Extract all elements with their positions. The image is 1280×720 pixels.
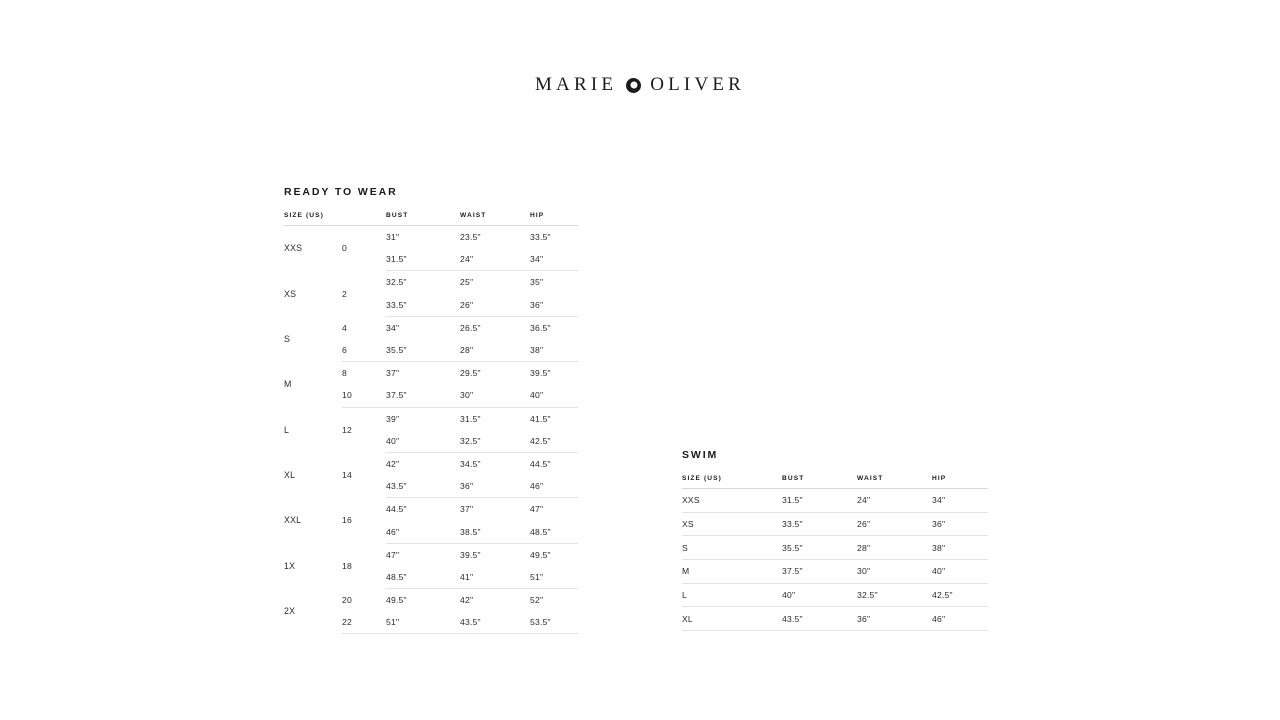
table-row: [284, 543, 578, 566]
measurement-bust: 33.5": [782, 512, 857, 536]
measurement-waist: 32.5": [857, 583, 932, 607]
size-label: XXS: [682, 489, 782, 513]
table-row: [284, 362, 578, 385]
size-number: 20: [342, 594, 352, 605]
measurement-waist: 37": [460, 504, 474, 515]
measurement-waist: 38.5": [460, 520, 530, 543]
circle-dot-logo-icon: [626, 78, 641, 93]
measurement-bust: 32.5": [386, 277, 407, 288]
measurement-hip: 44.5": [530, 458, 551, 469]
swim-title: SWIM: [682, 449, 719, 461]
measurement-hip: 36": [932, 512, 988, 536]
measurement-hip: 49.5": [530, 549, 551, 560]
measurement-waist: 39.5": [460, 549, 481, 560]
measurement-hip: 33.5": [530, 232, 551, 243]
measurement-waist: 36": [857, 607, 932, 631]
measurement-bust: 33.5": [386, 294, 460, 317]
measurement-hip: 42.5": [530, 430, 578, 453]
measurement-hip: 48.5": [530, 520, 578, 543]
measurement-hip: 36": [530, 294, 578, 317]
measurement-hip: 41.5": [530, 413, 551, 424]
measurement-waist: 29.5": [460, 368, 481, 379]
table-row: [682, 583, 988, 607]
size-label: XS: [682, 512, 782, 536]
table-row: [682, 489, 988, 513]
swim-table: [682, 475, 988, 631]
size-number: 14: [342, 470, 352, 481]
swim-section: [682, 449, 988, 631]
measurement-bust: 37.5": [782, 560, 857, 584]
measurement-hip: 46": [530, 475, 578, 498]
measurement-waist: 43.5": [460, 611, 530, 634]
measurement-hip: 42.5": [932, 583, 988, 607]
measurement-bust: 44.5": [386, 504, 407, 515]
table-row: [284, 316, 578, 339]
size-number: 10: [342, 384, 386, 407]
measurement-bust: 51": [386, 611, 460, 634]
ready-to-wear-title: READY TO WEAR: [284, 186, 398, 198]
measurement-waist: 34.5": [460, 458, 481, 469]
size-number: 2: [342, 288, 347, 299]
measurement-bust: 31.5": [782, 489, 857, 513]
size-number: 4: [342, 322, 347, 333]
size-number: 18: [342, 560, 352, 571]
column-header-bust: BUST: [782, 475, 857, 489]
measurement-bust: 43.5": [386, 475, 460, 498]
measurement-hip: 35": [530, 277, 544, 288]
size-label: S: [682, 536, 782, 560]
column-header-size: SIZE (US): [682, 475, 782, 489]
table-row: [284, 498, 578, 521]
measurement-bust: 40": [386, 430, 460, 453]
size-label: XXL: [284, 515, 302, 526]
measurement-waist: 23.5": [460, 232, 481, 243]
measurement-waist: 30": [460, 384, 530, 407]
size-label: L: [284, 424, 290, 435]
table-row: [284, 452, 578, 475]
table-row: [682, 560, 988, 584]
column-header-hip: HIP: [932, 475, 988, 489]
measurement-waist: 24": [460, 248, 530, 271]
size-number: 22: [342, 611, 386, 634]
brand-logo: [0, 74, 1280, 96]
table-row: [284, 589, 578, 612]
measurement-hip: 47": [530, 504, 544, 515]
size-number: 16: [342, 515, 352, 526]
size-label: M: [682, 560, 782, 584]
measurement-waist: 26": [857, 512, 932, 536]
measurement-bust: 40": [782, 583, 857, 607]
size-label: XXS: [284, 243, 303, 254]
size-label: XS: [284, 288, 297, 299]
measurement-waist: 28": [460, 339, 530, 362]
measurement-bust: 31.5": [386, 248, 460, 271]
measurement-waist: 36": [460, 475, 530, 498]
size-label: M: [284, 379, 292, 390]
ready-to-wear-table: [284, 212, 578, 634]
brand-word-left: MARIE: [534, 74, 618, 95]
size-label: XL: [682, 607, 782, 631]
size-label: 1X: [284, 560, 296, 571]
measurement-waist: 28": [857, 536, 932, 560]
column-header-waist: WAIST: [460, 212, 530, 226]
measurement-waist: 26": [460, 294, 530, 317]
measurement-hip: 46": [932, 607, 988, 631]
measurement-bust: 48.5": [386, 566, 460, 589]
brand-word-right: OLIVER: [650, 74, 746, 95]
size-number: 8: [342, 368, 347, 379]
measurement-bust: 37.5": [386, 384, 460, 407]
measurement-hip: 39.5": [530, 368, 551, 379]
measurement-waist: 25": [460, 277, 474, 288]
measurement-hip: 38": [932, 536, 988, 560]
measurement-hip: 38": [530, 339, 578, 362]
column-header-size: SIZE (US): [284, 212, 386, 226]
table-row: [682, 512, 988, 536]
measurement-waist: 42": [460, 595, 474, 606]
measurement-hip: 34": [530, 248, 578, 271]
measurement-bust: 39": [386, 413, 400, 424]
table-header-row: [682, 475, 988, 489]
measurement-hip: 34": [932, 489, 988, 513]
size-label: 2X: [284, 606, 296, 617]
measurement-hip: 40": [932, 560, 988, 584]
measurement-hip: 52": [530, 595, 544, 606]
measurement-bust: 42": [386, 458, 400, 469]
measurement-hip: 36.5": [530, 322, 551, 333]
ready-to-wear-section: [284, 186, 578, 634]
size-number: 0: [342, 243, 347, 254]
measurement-bust: 35.5": [386, 339, 460, 362]
column-header-waist: WAIST: [857, 475, 932, 489]
measurement-bust: 43.5": [782, 607, 857, 631]
measurement-bust: 35.5": [782, 536, 857, 560]
measurement-bust: 31": [386, 232, 400, 243]
column-header-bust: BUST: [386, 212, 460, 226]
measurement-hip: 51": [530, 566, 578, 589]
measurement-bust: 47": [386, 549, 400, 560]
size-label: S: [284, 333, 291, 344]
measurement-hip: 40": [530, 384, 578, 407]
measurement-waist: 31.5": [460, 413, 481, 424]
size-label: XL: [284, 470, 296, 481]
table-header-row: [284, 212, 578, 226]
table-row: [284, 407, 578, 430]
measurement-waist: 26.5": [460, 322, 481, 333]
size-number: 6: [342, 339, 386, 362]
table-row: [682, 607, 988, 631]
measurement-hip: 53.5": [530, 611, 578, 634]
column-header-hip: HIP: [530, 212, 578, 226]
measurement-bust: 49.5": [386, 595, 407, 606]
measurement-waist: 24": [857, 489, 932, 513]
table-row: [284, 271, 578, 294]
table-row: [284, 226, 578, 249]
measurement-waist: 32.5": [460, 430, 530, 453]
size-number: 12: [342, 424, 352, 435]
size-label: L: [682, 583, 782, 607]
measurement-bust: 34": [386, 322, 400, 333]
measurement-bust: 37": [386, 368, 400, 379]
measurement-waist: 41": [460, 566, 530, 589]
measurement-bust: 46": [386, 520, 460, 543]
measurement-waist: 30": [857, 560, 932, 584]
table-row: [682, 536, 988, 560]
